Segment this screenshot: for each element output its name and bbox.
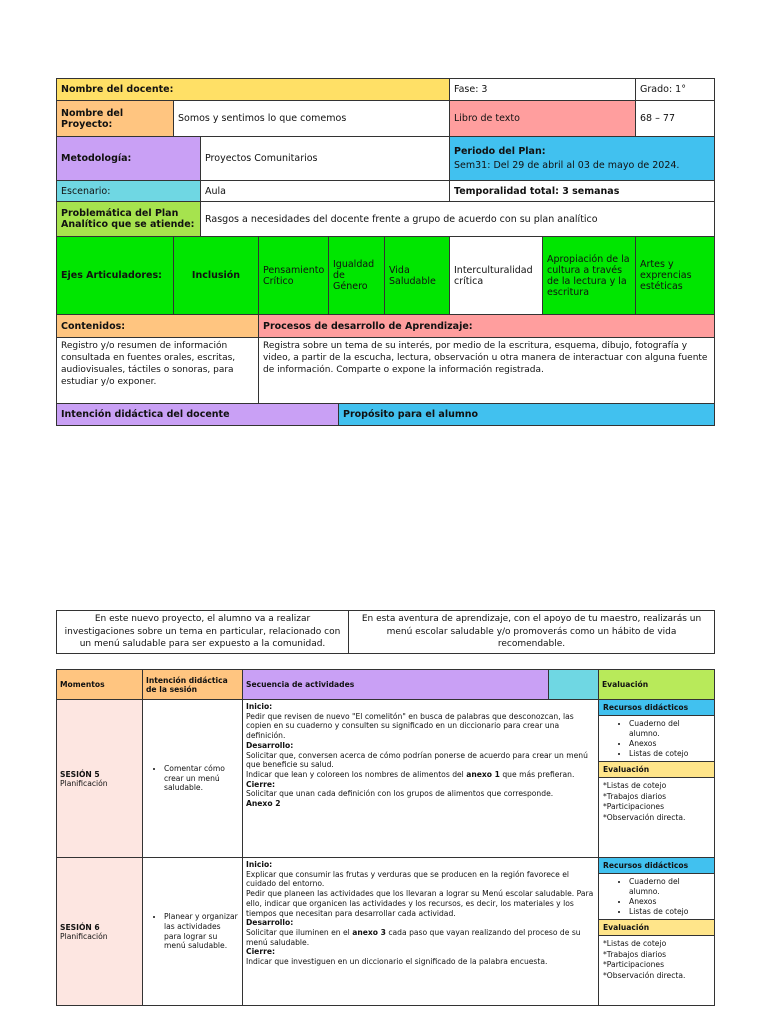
fase-label: Fase: 3 bbox=[450, 79, 636, 101]
session-title: SESIÓN 6 bbox=[60, 922, 100, 932]
session-5-intent-cell bbox=[143, 700, 243, 858]
evaluacion-item: *Observación directa. bbox=[603, 970, 686, 980]
ejes-label: Ejes Articuladores: bbox=[57, 237, 174, 315]
session-5-eval-cell bbox=[599, 700, 715, 858]
cierre-label: Cierre: bbox=[246, 947, 276, 957]
cierre-text: Indicar que investiguen en un diccionario el significado de la palabra encuesta. bbox=[246, 957, 548, 967]
recurso-item: • Anexos bbox=[629, 897, 710, 907]
plan-header-table bbox=[56, 78, 715, 426]
session-6-intent-cell bbox=[143, 858, 243, 1006]
desarrollo-text-2: Solicitar que iluminen en el anexo 3 cada paso que vayan realizando del proceso de su menú saludable. bbox=[246, 928, 581, 947]
evaluacion-item: *Observación directa. bbox=[603, 812, 686, 822]
purpose-table bbox=[56, 610, 715, 654]
desarrollo-text-1: Solicitar que, conversen acerca de cómo podrían ponerse de acuerdo para crear un menú que beneficie su salud. bbox=[246, 750, 588, 770]
evaluacion-item: *Listas de cotejo bbox=[603, 781, 667, 791]
contenidos-value: Registro y/o resumen de información consultada en fuentes orales, escritas, audiovisuales, táctiles o sonoras, para estudiar y/o exponer. bbox=[57, 338, 259, 404]
session-intent: • Planear y organizar las actividades para lograr su menú saludable. bbox=[164, 912, 239, 951]
session-5-cell bbox=[57, 700, 143, 858]
eje-artes: Artes y exprencias estéticas bbox=[636, 237, 715, 315]
recursos-list bbox=[599, 716, 714, 762]
session-6-eval-cell bbox=[599, 858, 715, 1006]
recurso-item: • Cuaderno del alumno. bbox=[629, 877, 710, 897]
evaluacion-list bbox=[599, 778, 714, 826]
problematica-value: Rasgos a necesidades del docente frente a grupo de acuerdo con su plan analítico bbox=[201, 202, 715, 237]
eje-igualdad: Igualdad de Género bbox=[329, 237, 385, 315]
eje-pensamiento: Pensamiento Crítico bbox=[259, 237, 329, 315]
temporalidad-label: Temporalidad total: 3 semanas bbox=[450, 181, 715, 202]
escenario-label: Escenario: bbox=[57, 181, 201, 202]
recurso-item: • Listas de cotejo bbox=[629, 907, 710, 917]
sessions-table bbox=[56, 669, 715, 1006]
secuencia-header: Secuencia de actividades bbox=[243, 670, 549, 700]
inicio-label: Inicio: bbox=[246, 702, 273, 711]
proyecto-label: Nombre del Proyecto: bbox=[57, 101, 174, 137]
grado-label: Grado: 1° bbox=[636, 79, 715, 101]
libro-value: 68 – 77 bbox=[636, 101, 715, 137]
desarrollo-label: Desarrollo: bbox=[246, 740, 294, 750]
procesos-label: Procesos de desarrollo de Aprendizaje: bbox=[259, 315, 715, 338]
inicio-label: Inicio: bbox=[246, 860, 273, 869]
procesos-value: Registra sobre un tema de su interés, por medio de la escritura, esquema, dibujo, fotografía y video, a partir de la escucha, lectura, observación u otra manera de interactuar con alguna fuente de información. Comparte o expone la información registrada. bbox=[259, 338, 715, 404]
periodo-cell bbox=[450, 137, 715, 181]
session-intent: • Comentar cómo crear un menú saludable. bbox=[164, 764, 239, 794]
evaluacion-item: *Trabajos diarios bbox=[603, 949, 667, 959]
evaluacion-item: *Participaciones bbox=[603, 802, 665, 812]
metodologia-value: Proyectos Comunitarios bbox=[201, 137, 450, 181]
proposito-text: En esta aventura de aprendizaje, con el apoyo de tu maestro, realizarás un menú escolar saludable y/o promoverás como un hábito de vida recomendable. bbox=[349, 611, 715, 654]
session-6-activities bbox=[243, 858, 599, 1006]
momentos-header: Momentos bbox=[57, 670, 143, 700]
desarrollo-text-1: Pedir que planeen las actividades que los llevaran a lograr su Menú escolar saludable. Para ello, indicar que organicen las actividades y los recursos, es decir, los materiales y los tiempos que necesitan para desarrollar cada actividad. bbox=[246, 889, 594, 918]
intencion-text: En este nuevo proyecto, el alumno va a realizar investigaciones sobre un tema en particular, relacionado con un menú saludable para ser expuesto a la comunidad. bbox=[57, 611, 349, 654]
session-subtitle: Planificación bbox=[60, 931, 108, 941]
proyecto-value: Somos y sentimos lo que comemos bbox=[174, 101, 450, 137]
evaluacion-header: Evaluación bbox=[599, 670, 715, 700]
intencion-header: Intención didáctica de la sesión bbox=[143, 670, 243, 700]
desarrollo-label: Desarrollo: bbox=[246, 918, 294, 928]
inicio-text: Pedir que revisen de nuevo "El comelitón" en busca de palabras que desconozcan, las copien en su cuaderno y consulten su significado en un diccionario para crear una definición. bbox=[246, 711, 574, 741]
inicio-text: Explicar que consumir las frutas y verduras que se producen en la región favorece el cuidado del entorno. bbox=[246, 869, 569, 889]
recursos-label: Recursos didácticos bbox=[599, 700, 714, 716]
cierre-label: Cierre: bbox=[246, 779, 276, 789]
evaluacion-item: *Participaciones bbox=[603, 960, 665, 970]
problematica-label: Problemática del Plan Analítico que se atiende: bbox=[57, 202, 201, 237]
eje-apropiacion: Apropiación de la cultura a través de la lectura y la escritura bbox=[543, 237, 636, 315]
session-6-cell bbox=[57, 858, 143, 1006]
evaluacion-sub-label: Evaluación bbox=[599, 920, 714, 936]
evaluacion-list bbox=[599, 936, 714, 984]
session-subtitle: Planificación bbox=[60, 778, 108, 788]
cierre-text: Solicitar que unan cada definición con los grupos de alimentos que corresponde. bbox=[246, 789, 554, 799]
recurso-item: • Anexos bbox=[629, 739, 710, 749]
intencion-label: Intención didáctica del docente bbox=[57, 404, 339, 426]
evaluacion-item: *Listas de cotejo bbox=[603, 939, 667, 949]
eje-interculturalidad: Interculturalidad crítica bbox=[450, 237, 543, 315]
session-title: SESIÓN 5 bbox=[60, 769, 100, 779]
session-5-activities bbox=[243, 700, 599, 858]
metodologia-label: Metodología: bbox=[57, 137, 201, 181]
docente-label: Nombre del docente: bbox=[57, 79, 450, 101]
contenidos-label: Contenidos: bbox=[57, 315, 259, 338]
recursos-list bbox=[599, 874, 714, 920]
anexo-label: Anexo 2 bbox=[246, 799, 281, 809]
escenario-value: Aula bbox=[201, 181, 450, 202]
recursos-label: Recursos didácticos bbox=[599, 858, 714, 874]
periodo-value: Sem31: Del 29 de abril al 03 de mayo de 2024. bbox=[454, 160, 680, 171]
recurso-item: • Cuaderno del alumno. bbox=[629, 719, 710, 739]
periodo-label: Periodo del Plan: bbox=[454, 146, 546, 157]
eje-inclusion: Inclusión bbox=[174, 237, 259, 315]
proposito-label: Propósito para el alumno bbox=[339, 404, 715, 426]
evaluacion-sub-label: Evaluación bbox=[599, 762, 714, 778]
evaluacion-item: *Trabajos diarios bbox=[603, 791, 667, 801]
recurso-item: • Listas de cotejo bbox=[629, 749, 710, 759]
desarrollo-text-2: Indicar que lean y coloreen los nombres de alimentos del anexo 1 que más prefieran. bbox=[246, 770, 575, 780]
header-spacer bbox=[549, 670, 599, 700]
eje-vida-saludable: Vida Saludable bbox=[385, 237, 450, 315]
libro-label: Libro de texto bbox=[450, 101, 636, 137]
